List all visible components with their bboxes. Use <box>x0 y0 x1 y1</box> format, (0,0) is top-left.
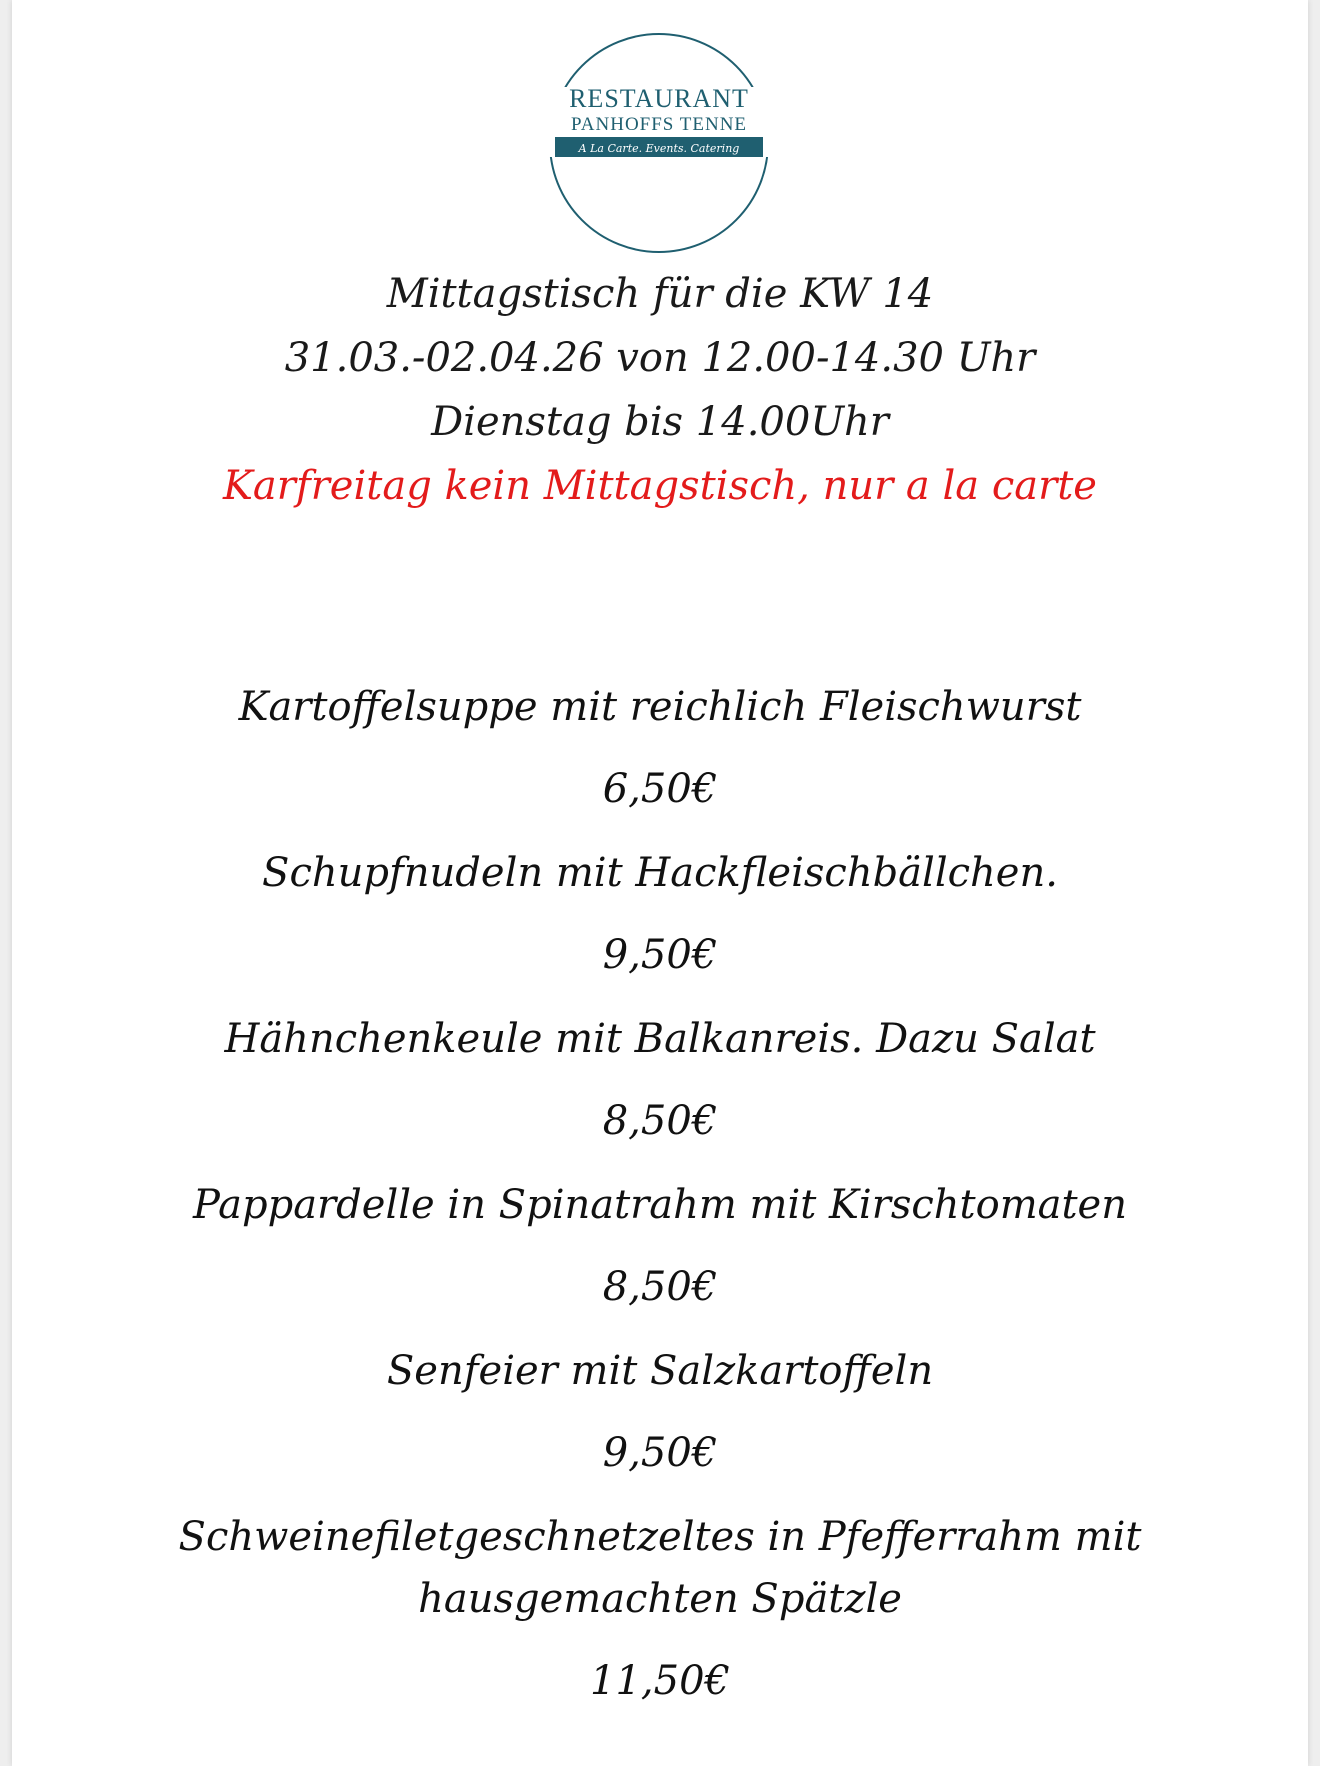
header-notice: Karfreitag kein Mittagstisch, nur a la carte <box>223 463 1097 509</box>
dish-name: Senfeier mit Salzkartoffeln <box>386 1348 934 1394</box>
restaurant-logo <box>547 31 771 255</box>
dish-name: Kartoffelsuppe mit reichlich Fleischwurst <box>238 684 1082 730</box>
menu-item <box>12 1008 1308 1152</box>
menu-item <box>12 1174 1308 1318</box>
menu-item <box>12 1340 1308 1484</box>
logo-image <box>547 31 771 255</box>
dish-price: 11,50€ <box>590 1658 730 1704</box>
menu-item <box>12 676 1308 820</box>
dish-name: Schweinefiletgeschnetzeltes in Pfefferrahm mit hausgemachten Spätzle <box>178 1514 1142 1622</box>
dish-price: 6,50€ <box>602 766 718 812</box>
dish-price: 9,50€ <box>602 932 718 978</box>
logo-name: RESTAURANT <box>569 84 749 113</box>
dish-price: 9,50€ <box>602 1430 718 1476</box>
header-tuesday: Dienstag bis 14.00Uhr <box>431 399 889 445</box>
header-dates: 31.03.-02.04.26 von 12.00-14.30 Uhr <box>284 335 1036 381</box>
menu-item <box>12 1506 1308 1712</box>
dish-name: Hähnchenkeule mit Balkanreis. Dazu Salat <box>224 1016 1096 1062</box>
header <box>12 262 1308 518</box>
menu-page <box>12 0 1308 1766</box>
logo-sub: PANHOFFS TENNE <box>570 114 748 135</box>
dish-price: 8,50€ <box>602 1098 718 1144</box>
dish-name: Pappardelle in Spinatrahm mit Kirschtomaten <box>193 1182 1127 1228</box>
header-title: Mittagstisch für die KW 14 <box>386 271 934 317</box>
logo-tagline: A La Carte. Events. Catering <box>578 142 740 155</box>
menu-list <box>12 676 1308 1734</box>
menu-item <box>12 842 1308 986</box>
dish-price: 8,50€ <box>602 1264 718 1310</box>
dish-name: Schupfnudeln mit Hackfleischbällchen. <box>262 850 1058 896</box>
